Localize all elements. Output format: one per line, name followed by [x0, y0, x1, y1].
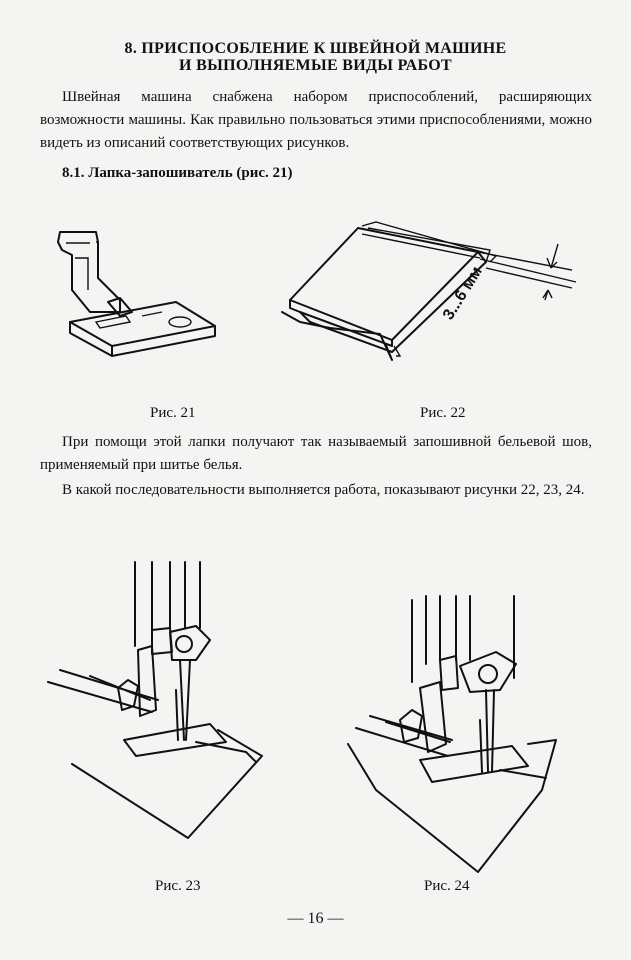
figure-23-caption: Рис. 23 [155, 878, 201, 894]
figure-23-sewing [48, 562, 262, 838]
paragraph-sequence: В какой последовательности выполняется работа, показывают рисунки 22, 23, 24. [62, 482, 585, 498]
section-heading-line1: 8. ПРИСПОСОБЛЕНИЕ К ШВЕЙНОЙ МАШИНЕ [124, 40, 507, 57]
figure-24-sewing [348, 596, 556, 872]
figure-21-presser-foot [58, 232, 215, 356]
figure-24-caption: Рис. 24 [424, 878, 470, 894]
subsection-title: 8.1. Лапка-запошиватель (рис. 21) [62, 165, 293, 181]
intro-paragraph: Швейная машина снабжена набором приспособлений, расширяющих возможности машины. Как правильно пользоваться этими приспособлениями, можно видеть из описаний соответствующих рисунков. [40, 89, 592, 151]
figure-22-caption: Рис. 22 [420, 405, 466, 421]
section-heading-line2: И ВЫПОЛНЯЕМЫЕ ВИДЫ РАБОТ [179, 57, 452, 74]
figure-22-folded-fabric [282, 222, 576, 360]
figure-22-dimension-label: 3...6 мм [440, 263, 486, 324]
paragraph-seam-description: При помощи этой лапки получают так называемый запошивной бельевой шов, применяемый при шитье белья. [40, 434, 592, 473]
figure-21-caption: Рис. 21 [150, 405, 196, 421]
page-number: — 16 — [287, 910, 344, 927]
